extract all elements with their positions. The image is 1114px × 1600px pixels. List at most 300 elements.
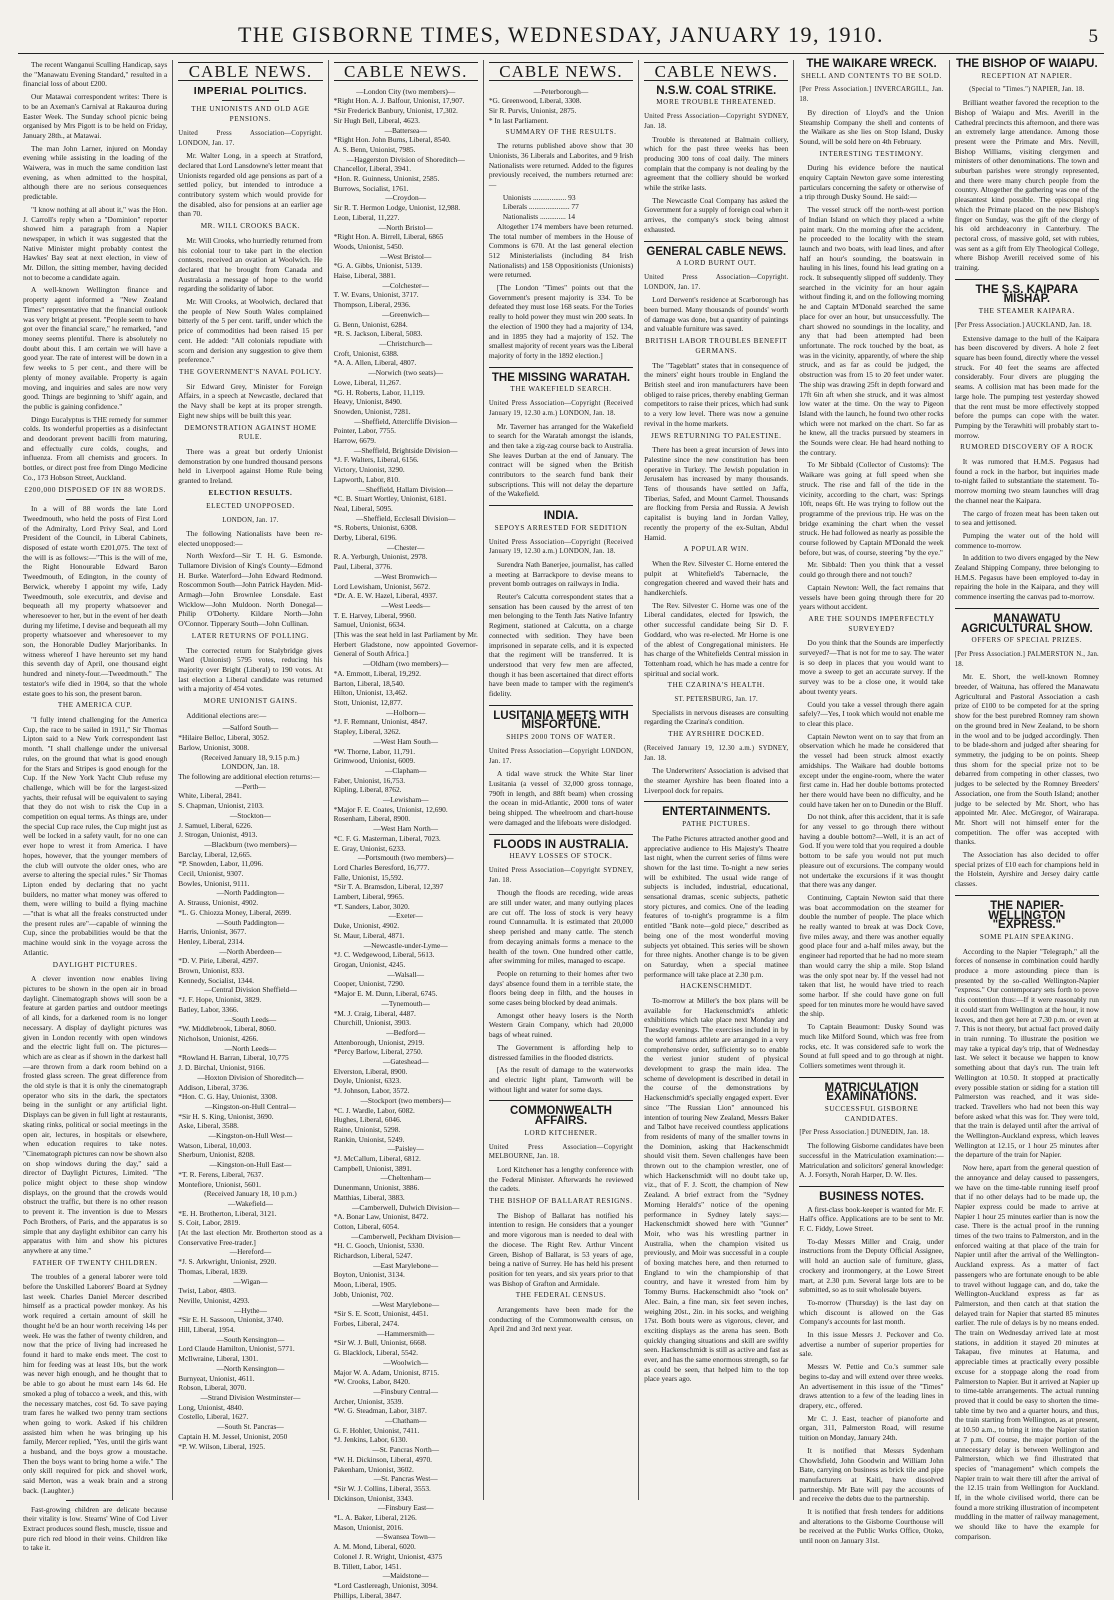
masthead [18,22,1104,54]
list-line: *Hilaire Belloc, Liberal, 3052. [178,733,269,743]
list-line: *C. B. Stuart Wortley, Unionist, 6181. [333,494,447,504]
divider [644,801,788,802]
paragraph: The Bishop of Ballarat has notified his intention to resign. He considers that a younger and more vigorous man is needed to deal with the diocese. The Right Rev. Arthur Vincent Green, Bishop of Ballarat, is 53 years of age, being a native of Surrey. He has held his present position for ten years, and six years prior to that was Bishop of Grafton and Armidale. [488,1210,634,1288]
list-line: Lowe, Liberal, 11,267. [333,377,402,387]
list-line: Harrow, 6679. [333,436,376,446]
paragraph: The Underwriters' Association is advised that the steamer Ayrshire has been floated into a Liverpool dock for repairs. [644,766,789,795]
paragraph: Fast-growing children are delicate because their vitality is low. Stearns' Wine of Cod Liver Extract produces sound flesh, muscle, tissue and pure rich red blood in their veins. Children like to take it. [23,1504,168,1553]
column-3 [329,60,484,1600]
paragraph: Mr. Walter Long, in a speech at Stratford, declared that Lord Lansdowne's letter meant that Unionists regarded old age pensions as part of a settled policy, but intended to introduce a contributory system which would provide for the disabled, also for pensions at an earlier age than 70. [178,151,323,219]
list-line: *Right Hon. A. Birrell, Liberal, 6865 [333,232,444,242]
list-line: Pakenham, Unionist, 3602. [333,1464,414,1474]
subheading: THE AYRSHIRE DOCKED. [668,730,765,739]
column-2 [173,60,328,1500]
list-line: —Newcastle-under-Lyme— [363,940,448,950]
list-line: Batley, Labor, 3366. [178,1004,239,1014]
list-line: —Chester— [387,542,425,552]
paragraph: The "Tageblatt" states that in consequence of the miners' eight hours trouble in England the British steel and iron manufacturers have been obliged to raise prices, thereby enabling German competitors to raise their prices, which had sunk to a very low level. There was now a genuine revival in the home markets. [644,360,789,428]
list-line: —Hammersmith— [377,1328,435,1338]
dateline: United Press Association—Copyright (Received January 19, 12.30 a.m.) LONDON, Jan. 18. [488,538,634,556]
list-line: —Central Division Sheffield— [204,985,297,995]
divider [66,499,124,500]
list-line: Lord Charles Beresford, 16,777. [333,862,430,872]
list-line: *C. F. G. Masterman, Liberal, 7023. [333,833,441,843]
list-line: —Chatham— [384,1416,427,1426]
list-line: —Sheffield, Ecclesall Division— [355,513,456,523]
paragraph: It was rumored that H.M.S. Pegasus had found a rock in the harbor, but inquiries made to-night failed to substantiate the statement. To-morrow morning two steam launches will drag the channel near the Kaipara. [954,457,1099,505]
list-line: Moon, Liberal, 1905. [333,1280,397,1290]
list-line: —West Leeds— [381,600,431,610]
list-line: —Hereford— [229,1247,272,1257]
paragraph: Additional elections are:— [186,710,267,720]
list-line: —Portsmouth (two members)— [357,853,454,863]
list-line: Falle, Unionist, 15,592. [333,872,404,882]
subheading: THE WAKEFIELD SEARCH. [510,385,612,394]
list-line: —Swansea Town— [376,1532,436,1542]
list-line: —Christchurch— [379,338,433,348]
subheading: MORE UNIONIST GAINS. [203,697,298,706]
list-line: —Stockport (two members)— [360,1095,451,1105]
list-line: —Hythe— [234,1305,267,1315]
article-headline: ENTERTAINMENTS. [662,806,771,819]
paragraph: Extensive damage to the hull of the Kaipara has been discovered by divers. A hole 2 feet square has been found, directly where the vessel struck. For 40 feet the seams are affected considerably. Four divers are plugging the seams. A collision mat has been made for the large hole. The pumping test yesterday showed that the rent must be more effectively stopped before the pumps can cope with the water. Pumping by the Terawhiti will probably start to-morrow. [954,333,1099,440]
paragraph: Captain Newton went on to say that from an observation which he made he considered that the vessel had been struck almost exactly amidships. The Waikare had double bottoms except under the engine-room, where the water first came in. Had her double bottoms protected her there would have been no difficulty, and he could have taken her on to Dunedin or the Bluff. [799,731,944,809]
election-results-list [178,723,322,1451]
list-line: —Sheffield, Hallam Division— [358,484,453,494]
list-line: J. Strogan, Unionist, 4913. [178,830,258,840]
dateline: United Press Association—Copyright SYDNEY, Jan. 18. [488,866,634,884]
article-headline: THE MISSING WARATAH. [491,371,631,384]
paragraph: Do you think that the Sounds are imperfectly surveyed?—That is not for me to say. The water is so deep in places that you would want to move a sweep to get an accurate survey. If the survey was to be a close one, it would take about twenty years. [799,638,944,696]
list-line: —North Bristol— [378,222,433,232]
paragraph: It is notified that fresh tenders for additions and alterations to the Gisborne Courthouse will be received at the Public Works Office, Otoko, until noon on January 31st. [799,1507,944,1546]
list-line: Leon, Liberal, 11,227. [333,212,400,222]
paragraph: There was a great but orderly Unionist demonstration by one hundred thousand persons held in Liverpool against Home Rule being granted to Ireland. [178,446,323,486]
section-banner: CABLE NEWS. [644,62,788,81]
list-line: *G. H. Roberts, Labor, 11,119. [333,387,425,397]
list-line: Grogan, Unionist, 4245. [333,959,406,969]
dateline: ST. PETERSBURG, Jan. 17. [674,696,758,704]
paragraph: Sir Edward Grey, Minister for Foreign Affairs, in a speech at Newcastle, declared that the Navy shall be kept at its proper strength. Eight new ships will be built this year. [178,381,323,420]
paragraph: A tidal wave struck the White Star liner Lusitania (a vessel of 32,000 gross tonnage, 790ft in length, and 88ft beam) when crossing the ocean in mid-Atlantic, 2000 tons of water being shipped. The wheelroom and chart-house were damaged and the lifeboats were dislodged. [488,769,634,827]
paragraph: Arrangements have been made for the conducting of the Commonwealth census, on April 2nd and 3rd next year. [488,1305,634,1334]
list-line: *J. S. Arkwright, Unionist, 2920. [178,1257,277,1267]
list-line: —West Bristol— [380,251,432,261]
list-line: *J. F. Hope, Unionist, 3829. [178,995,262,1005]
column-5 [639,60,794,1500]
list-line: Kipling, Liberal, 8762. [333,785,402,795]
list-line: Hill, Liberal, 1954. [178,1325,236,1335]
list-line: Heavy, Unionist, 8490. [333,397,402,407]
paragraph: The troubles of a general laborer were told before the Unskilled Laborers' Board at Sydney last week. Charles Daniel Mercer described himself as a practical powder monkey. As his work required a certain amount of skill he thought he'd be an hour worth receiving 14s per week. He was the father of twenty children, and now that the price of living had increased he found it hard to make ends meet. The cost to him for feeding was at least 10s, but the work was never high enough, and he thought that to be able to go about he must earn 14s 6d. He smoked a plug of tobacco a week, and this, with the necessary matches, cost 6d. To save paying tram fares he walked two penny tram sections when going to work. Asked if his children assisted him when he was bringing up his family, Mercer replied, "Yes, until the girls want a husband, and the boys grow a moustache. Then the boys want to bring home a wife." The only skill required for pick and shovel work, said Merton, was a weak brain and a strong back. (Laughter.) [23,1272,168,1495]
election-results-list [334,87,478,1600]
list-line: —Stockton— [229,810,271,820]
divider [799,1077,943,1078]
subheading: SEPOYS ARRESTED FOR SEDITION [494,523,628,532]
list-line: —Sheffield, Brightside Division— [353,445,458,455]
list-line: —South St. Pancras— [217,1422,284,1432]
list-line: *J. Jenkins, Labor, 6130. [333,1435,408,1445]
subheading: THE CZARINA'S HEALTH. [667,681,765,690]
list-line: —Holborn— [385,707,426,717]
paragraph: Mr. Will Crooks, who hurriedly returned from his colonial tour to take part in the election contests, received an ovation at Woolwich. He declared that he brought from Canada and Australasia a message of hope to the world regarding the solidarity of labor. [178,235,323,294]
subheading: THE BISHOP OF BALLARAT RESIGNS. [489,1197,633,1206]
dateline: United Press Association—Copyright. LONDON, Jan. 17. [644,273,789,291]
divider [955,608,1099,609]
paragraph: According to the Napier "Telegraph," all the forces of nonsense in combination could hardly produce a more astounding piece than is presented by the so-called Wellington-Napier "express." Our contemporary sets forth to prove this contention thus:—If it were reasonably run it could start from Wellington at the hour, it now leaves, and then get here at 7.30 p.m. or even at 7. This is not theory, but actual fact proved daily in train running. To illustrate the position we may take a typical day's trip, that of Wednesday last. We select it because we happen to know something about that day's run. The train left Wellington at 10.50. It stopped at practically every possible station or siding for a station till Palmerston was reached, and it was side-tracked. Travellers who had not been this way before asked what this was for. They were told, that the train is delayed until after the arrival of the Wellington-Auckland express, which leaves Wellington at 12.15, or 1 hour 25 minutes after the departure of the train for Napier. [954,946,1099,1160]
article-headline: N.S.W. COAL STRIKE. [656,84,777,97]
list-line: St. Maur, Liberal, 4871. [333,930,405,940]
list-line: Hilton, Unionist, 13,462. [333,688,408,698]
list-line: —West Marylebone— [372,1299,440,1309]
list-line: Raine, Unionist, 5298. [333,1124,401,1134]
list-line: *Sir W. J. Bull, Unionist, 6668. [333,1338,427,1348]
paragraph: The returns published above show that 30 Unionists, 36 Liberals and Laborites, and 9 Irish Nationalists were returned. Added to the figures previously received, the numbers returned are:— [488,141,634,190]
list-line: —South Leeds— [224,1014,277,1024]
paragraph: The vessel struck off the north-west portion of Indian Island on which they placed a white paint mark. On the morning after the accident, he proceeded to the locality with the steam launch and two boats, with lead lines, and after half an hour's sounding, the boatswain in hauling in his lines, found his lead grating on a rock. It subsequently slipped off suddenly. They searched in the vicinity for an hour again without finding it, and on the following morning he and Captain M'Donald searched the same place for over an hour, but unsuccessfully. The chart showed no soundings in the locality, and any that had been attempted had been unfortunate. The rock touched by the boat, as was in the vicinity, apparently, of where the ship struck, and as far as could be judged, the obstruction was from 15 to 20 feet under water. The ship was drawing 25ft in depth forward and 17ft 6in aft when she struck, and it was almost low water at the time. On the way to Pigeon Island with the launch, he found two other rocks which were not marked on the chart. So far as he knew, all the tracks pursued by steamers in the Sounds were clear. He had heard nothing to the contrary. [799,205,944,457]
list-line: —Colchester— [382,280,429,290]
list-line: Lapworth, Labor, 810. [333,474,400,484]
list-line: R. A. Yerburgh, Unionist, 2978. [333,552,428,562]
election-results-list [489,87,633,126]
article-headline: INDIA. [543,510,579,523]
list-line: *Sir T. A. Bramsdon, Liberal, 12,397 [333,882,444,892]
list-line: Bowles, Unionist, 9111. [178,878,250,888]
list-line: Archer, Unionist, 3539. [333,1396,404,1406]
paragraph: A well-known Wellington finance and property agent informed a "New Zealand Times" representative that the financial outlook was very bright at present. "People seem to have got over the financial scare," he remarked, "and money seems plentiful. There is absolutely no doubt about this. I am certain we will have a good year. The rate of interest will be down in a few weeks to 5 per cent., and there will be plenty of money available. Property is again moving, and inquiries and sales are now very good. Things are beginning to 'shift' again, and the public is gaining confidence." [23,285,168,411]
paragraph: By direction of Lloyd's and the Union Steamship Company the shell and contents of the Waikare as she lies on Stop Island, Dusky Sound, will be sold here on 4th February. [799,107,944,146]
subheading: OFFERS OF SPECIAL PRIZES. [971,636,1083,645]
article-headline: MATRICULATION EXAMINATIONS. [824,1081,919,1104]
masthead-title: THE GISBORNE TIMES, WEDNESDAY, JANUARY 19, 1910. [237,22,885,47]
list-line: *Right Hon. John Burns, Liberal, 8540. [333,135,451,145]
list-line: Major W. A. Adam, Unionist, 8715. [333,1367,440,1377]
list-line: *J. C. Wedgewood, Liberal, 5613. [333,950,435,960]
dateline: [Per Press Association.] PALMERSTON N., Jan. 18. [954,650,1099,668]
paragraph: In addition to two divers engaged by the New Zealand Shipping Company, three belonging to H.M.S. Pegasus have been employed to-day in repairing the hole in the Kaipara, and they will commence inserting the canvas pad to-morrow. [954,553,1099,602]
list-line: —Haggerston Division of Shoreditch— [346,154,465,164]
list-line: Jobb, Unionist, 702. [333,1289,394,1299]
paragraph: A clever invention now enables living pictures to be shown in the open air in broad daylight. Cinematograph shows will soon be a feature at garden parties and outdoor meetings of all kinds, for a darkened room is no longer necessary. A display of daylight pictures was given in London recently with open windows and the electric light full on. The pictures—which are as clear as if shown in the darkest hall—are thrown from a dark room behind on a frosted glass screen. The great difference from the old style is that it is only the cinematograph operator who sits in the dark, the spectators being in the sunlight or any artificial light. Displays can be given in full light at restaurants, skating rinks, political or social meetings in the open air, lectures, in hospitals or elsewhere, when education requires to take notes. "Cinematograph pictures can now be shown also on shop windows during the day," said a director of Daylight Pictures, Limited. "The police might object to these shop window displays, on the ground that the crowds would obstruct the traffic, but there is no other reason to prevent it. The invention is due to Messrs Poch Brothers, of Paris, and the apparatus is so simple that any daylight exhibitor can carry his apparatus with him and show his pictures anywhere at any time." [23,974,168,1255]
list-line: —West Bromwich— [374,571,437,581]
article-headline: IMPERIAL POLITICS. [193,84,308,97]
list-line: —Kingston-on-Hull Central— [204,1101,296,1111]
list-line: T. W. Evans, Unionist, 3717. [333,290,419,300]
list-line: —Greenwich— [382,309,430,319]
list-line: *W. Middlebrook, Liberal, 8060. [178,1024,276,1034]
article-headline: LUSITANIA MEETS WITH MISFORTUNE. [493,709,629,732]
paragraph: Specialists in nervous diseases are consulting regarding the Czarina's condition. [644,707,789,727]
list-line: [This was the seat held in last Parliament by Mr. Herbert Gladstone, now appointed Governor-General of South Africa.] [333,630,478,659]
list-line: Churchill, Unionist, 3903. [333,1018,411,1028]
list-line: *E. H. Brotherton, Liberal, 3121. [178,1208,277,1218]
list-line: —Tynemouth— [381,998,430,1008]
list-line: *J. Johnson, Labor, 3572. [333,1086,410,1096]
dateline: (Special to "Times.") NAPIER, Jan. 18. [969,86,1085,94]
subheading: INTERESTING TESTIMONY. [819,149,924,158]
list-line: —North Leeds— [224,1043,277,1053]
paragraph: Mr. Taverner has arranged for the Wakefield to search for the Waratah amongst the islands, and then take a zig-zag course back to Australia. She leaves Durban at the end of January. The contract will be signed when the British contributors to the search fund bank their subscriptions. This will not delay the departure of the Wakefield. [488,421,634,499]
list-line: Paul, Liberal, 3776. [333,562,393,572]
section-banner: CABLE NEWS. [489,62,633,81]
list-line: A. Strauss, Unionist, 4902. [178,898,259,908]
paragraph: Captain Newton: Well, the fact remains that vessels have been going through there for 20 years without accident. [799,582,944,612]
list-line: Dunenmann, Unionist, 3886. [333,1183,420,1193]
paragraph: To-day Messrs Miller and Craig, under instructions from the Deputy Official Assignee, will hold an auction sale of furniture, glass, crockery and ironmongery, at the Lowe Street mart, at 2.30 p.m. Several large lots are to be submitted, so as to suit wholesale buyers. [799,1236,944,1295]
paragraph: Trouble is threatened at Balmain colliery, which for the past three weeks has been producing 300 tons of coal daily. The miners complain that the company is not dealing by the agreement that the colliery should be worked while the strike lasts. [644,134,789,193]
subheading: ELECTED UNOPPOSED. [206,502,295,511]
paragraph: Mr. Sibbald: Then you think that a vessel could go through there and not touch? [799,560,944,580]
subheading: LORD KITCHENER. [524,1128,598,1137]
list-line: —Croydon— [385,193,427,203]
article-headline: MANAWATU AGRICULTURAL SHOW. [960,612,1093,635]
list-line: Harris, Unionist, 3677. [178,927,247,937]
list-line: Costello, Liberal, 1627. [178,1412,249,1422]
divider [644,241,788,242]
paragraph: To Mr Sibbald (Collector of Customs): The Waikare was going at full speed when she struck. The rise and fall of the tide in the vicinity, according to the chart, was: Springs 10ft, neaps 6ft. He was trying to follow out the programme of the previous trip. He was on the bridge examining the chart when the vessel struck. He had followed as nearly as possible the course followed by Captain M'Donald the week before, but was, of course, steering "by the eye." [799,460,944,557]
list-line: G. Benn, Unionist, 6284. [333,319,408,329]
article-heading: THE AMERICA CUP. [57,701,133,710]
list-line: *Sir E. H. Sassoon, Unionist, 3740. [178,1315,284,1325]
paragraph: Though the floods are receding, wide areas are still under water, and many outlying places are cut off. The loss of stock is very heavy round Cunnamulla. It is estimated that 20,000 sheep perished and many cattle. The stench from decaying animals forms a menace to the health of the town. One hundred other cattle, after swimming for miles, managed to escape. [488,888,634,966]
paragraph: Now here, apart from the general question of the annoyance and delay caused to passengers, we have on the time-table running itself proof that if no other delays had to be made up, the Napier express could be made to arrive at Napier 1 hour 25 minutes earlier than is now the case. There is the actual proof in the running times of the two trains to Palmerston, and in the enforced waiting at that place of the train for Napier until after the arrival of the Wellington-Auckland express. As a matter of fact passengers who are fortunate enough to be able to travel without luggage can, and do, take the Wellington-Auckland express as far as Palmerston, and then catch at that station the delayed train for Napier that started 85 minutes earlier. The rule of delays is by no means ended. The train on Wednesday arrived late at most stations, in addition it stayed 20 minutes at Takapau, five minutes at Hatuma, and appreciable times at practically every possible excuse for a stoppage along the road from Palmerston to Napier. But it arrived at Napier up to time-table arrangements. The actual running proved that it could be easy to shorten the time-table time by two and a quarter hours, and thus, the train starting from Wellington, as at present, at 10.50 a.m., to bring it into the Napier station at 7 p.m. Of course, the major portion of the unnecessary delay is between Wellington and Palmerston, which we find illustrated that species of "management" which compels the Napier train to wait there till after the arrival of the 12.15 train from Wellington for Auckland. If, in the whole civilised world, there can be found a more striking illustration of incompetent muddling in the matter of railway management, we should like to have the example for comparison. [954,1163,1099,1541]
list-line: —Hoxton Division of Shoreditch— [197,1072,304,1082]
section-banner: CABLE NEWS. [178,62,322,81]
list-line: Boyton, Unionist, 3134. [333,1270,405,1280]
list-line: *J. F. Walters, Liberal, 6156. [333,455,419,465]
subheading: RECEPTION AT NAPIER. [981,71,1073,80]
list-line: —East Marylebone— [373,1260,439,1270]
list-line: Rankin, Unionist, 5249. [333,1134,405,1144]
list-line: —Bedford— [386,1027,426,1037]
article-heading: £200,000 DISPOSED OF IN 88 WORDS. [24,485,166,494]
article-headline: BUSINESS NOTES. [819,1190,924,1203]
list-line: Mason, Unionist, 2016. [333,1522,404,1532]
list-line: —Finsbury East— [377,1503,434,1513]
dateline: United Press Association—Copyright (Received January 19, 12.30 a.m.) LONDON, Jan. 18. [488,400,634,417]
list-line: J. D. Birchal, Unionist, 9166. [178,1063,266,1073]
list-line: (Received January 18, 9.15 p.m.) [201,752,300,762]
paragraph: Our Matawai correspondent writes: There is to be an Axeman's Carnival at Rakauroa during Easter Week. The Sunday school picnic being organised by Mrs Pigott is to be held on Friday, January 28th., at Matawai. [23,92,168,140]
list-line: Barton, Liberal, 18,540. [333,678,405,688]
list-line: —Clapham— [384,765,427,775]
list-line: Thompson, Liberal, 2936. [333,300,411,310]
list-line: A. M. Mond, Liberal, 6020. [333,1542,416,1552]
paragraph: Mr C. J. East, teacher of pianoforte and organ, 311, Palmerston Road, will resume tuition on Monday, January 24th. [799,1413,944,1443]
list-line: —Camberwell, Peckham Division— [351,1231,461,1241]
list-line: Hughes, Liberal, 6046. [333,1115,402,1125]
list-line: (Received January 18, 10 p.m.) [204,1189,297,1199]
list-line: Cotton, Liberal, 6054. [333,1221,400,1231]
list-line: *G. Greenwood, Liberal, 3308. [488,96,582,106]
paragraph: People on returning to their homes after two days' absence found them in a terrible state, the floors being deep in filth, and the houses in some cases being blocked by dead animals. [488,968,634,1008]
list-line: —North Aberdeen— [219,946,282,956]
article-headline: COMMONWEALTH AFFAIRS. [509,1105,612,1128]
subheading: SHELL AND CONTENTS TO BE SOLD. [801,71,942,80]
paragraph: The following Gisborne candidates have been successful in the Matriculation examination:—Matriculation and solicitors' general knowledge: A. J. Forsyth, Norah Harper, D. W. Iles. [799,1141,944,1180]
list-line: —West Ham North— [373,824,439,834]
list-line: Haise, Liberal, 3881. [333,271,396,281]
subheading: SHIPS 2000 TONS OF WATER. [506,733,616,742]
list-line: —Paisley— [387,1144,424,1154]
subheading: THE STEAMER KAIPARA. [978,307,1075,316]
paragraph: Mr. Will Crooks, at Woolwich, declared that the people of New South Wales complained bitterly of the 5 per cent. tariff, under which the price of commodities had been raised 15 per cent. He added: "All colonials repudiate with scorn and derision any suggestion to give them preference." [178,297,323,365]
subheading: MORE TROUBLE THREATENED. [656,98,777,107]
dateline: [Per Press Association.] DUNEDIN, Jan. 18. [799,1129,930,1137]
list-line: McIlwraine, Liberal, 1301. [178,1354,259,1364]
list-line: Faber, Unionist, 16,753. [333,775,406,785]
list-line: Sir Hugh Bell, Liberal, 4623. [333,115,420,125]
list-line: —North Paddington— [216,888,285,898]
list-line: —Oldham (two members)— [363,659,449,669]
list-line: Stott, Unionist, 12,877. [333,698,403,707]
list-line: Pointer, Labor, 7755. [333,426,396,436]
divider [955,279,1099,280]
list-line: Burnyeat, Unionist, 4611. [178,1373,255,1383]
paragraph: To-morrow at Miller's the box plans will be available for Hackenschmidt's athletic exhibitions which take place next Monday and Tuesday evenings. The exercises included in by the world famous athlete are arranged in a very comprehensive order, sufficiently so to enable the veriest junior student of physical development to grasp the main idea. The scheme of development is described in detail in the course of the demonstrations by Hackenschmidt's specially engaged expert. Ever since "The Russian Lion" announced his intention of touring New Zealand, Messrs Baker and Talbot have received countless applications from residents of many of the smaller towns in the Dominion, asking that Hackenschmidt should visit them. Seven challenges have been thrown out to the champion wrestler, one of which Hackenschmidt will no doubt take up, viz., that of F. J. Scott, the champion of New Zealand. A brief extract from the "Sydney Morning Herald's" notice of the opening performance in Sydney lately says:—Hackenschmidt showed here with "Gunner" Moir, who was his wrestling partner in Australia, when the champion visited us previously, and Moir was successful in a couple of boxing matches here, and then returned to England to win the championship of that country, and have it wrested from him by Tommy Burns. Hackenschmidt also "took on" Alec. Bain, a fine man, six feet seven inches, weighing 20st., 2in. in his socks, and weighing 17st. Both bouts were as vigorous, clever, and exciting displays as the arena has seen. Both quickly changing situations and skill are swiftly seen. Hackenschmidt is still as active and fast as ever, and has the same enormous strength, so far as could be seen, that helped him to the top place years ago. [644,996,789,1384]
subheading: LATER RETURNS OF POLLING. [191,631,310,640]
list-line: —Norwich (two seats)— [368,368,444,378]
list-line: Phillips, Liberal, 3847. [333,1590,402,1600]
paragraph: The recent Wanganui Sculling Handicap, says the "Manawatu Evening Standard," resulted in a financial loss of about £200. [23,60,168,89]
list-line: Richardson, Liberal, 5247. [333,1251,413,1261]
paragraph: Continuing, Captain Newton said that there was boat accommodation on the steamer for double the number of people. The place which he really wanted to break at was Dock Cove, five miles away, and there was another equally good place four and a-half miles away, but the engineer had reported that he had no more steam than would carry the ship a mile. Stop Island was the only spot near by. If the vessel had not taken that list, he would have tried to reach some harbor. If she could have gone on full speed for ten minutes more he would have saved the ship. [799,892,944,1019]
list-line: G. F. Hohler, Unionist, 7411. [333,1425,420,1435]
divider [66,1500,124,1501]
list-line: —Perth— [235,781,266,791]
divider [222,100,280,101]
dateline: United Press Association—Copyright LONDON, Jan. 17. [488,747,634,765]
paragraph: To Captain Beaumont: Dusky Sound was much like Milford Sound, which was free from rocks, etc. It was considered safe to work the Sound at full speed and to go through at night. Colliers sometimes went through it. [799,1022,944,1070]
list-line: *A. Bonar Law, Unionist, 8472. [333,1212,429,1222]
paragraph: The Pathe Pictures attracted another good and appreciative audience to His Majesty's Theatre last night, when the current series of films were shown for the last time. To-night a new series will be exhibited. The usual wide range of subjects is included, industrial, educational, sensational dramas, scenic subjects, pathetic story pictures, and comics. One of the leading features of to-night's programme is a film entitled "Bank note—gold piece," described as being one of the most wonderful moving subjects yet obtained. This series will be shown for three nights. Another change is to be given on Saturday, when a special matinee performance will take place at 2.30 p.m. [644,833,789,979]
list-line: —Blackburn (two members)— [204,839,297,849]
list-line: —Kingston-on-Hull West— [208,1131,293,1141]
list-line: Doyle, Unionist, 6323. [333,1076,402,1086]
paragraph: Lord Derwent's residence at Scarborough has been burned. Many thousands of pounds' worth of damage was done, but a quantity of paintings and valuable furniture was saved. [644,295,789,334]
list-line: *S. Roberts, Unionist, 6308. [333,523,418,533]
divider [489,367,633,368]
column-6 [794,58,949,1546]
list-line: —Exeter— [388,911,423,921]
list-line: —Cheltenham— [380,1173,431,1183]
list-line: Matthias, Liberal, 3883. [333,1192,405,1202]
paragraph: [The London "Times" points out that the Government's present majority is 334. To be defeated they must lose 168 seats. For the Tories really to hold power they must win 200 seats. In the election of 1900 they had a majority of 134, and in 1895 they had a majority of 152. The smallest majority of recent years was the Liberal majority of forty in the 1892 election.] [488,283,634,360]
paragraph: The following Nationalists have been re-elected unopposed:— [178,528,323,548]
subheading: SUMMARY OF THE RESULTS. [505,127,617,136]
list-line: *W. G. Steadman, Labor, 3187. [333,1406,427,1416]
list-line: *M. J. Craig, Liberal, 4487. [333,1008,416,1018]
list-line: Kennedy, Socialist, 1344. [178,975,254,985]
paragraph: "I know nothing at all about it," was the Hon. J. Carroll's reply when a "Dominion" reporter showed him a paragraph from a Napier newspaper, in which it was suggested that the Native Minister might probably contest the Hawkes' Bay seat at next election, in view of Mr. Dillon, the sitting member, having decided not to become a candidate again. [23,204,168,282]
list-line: Campbell, Unionist, 3891. [333,1163,412,1173]
paragraph: The Newcastle Coal Company has asked the Government for a supply of foreign coal when it arrives, the company's stock being almost exhausted. [644,195,789,234]
list-line: Samuel, Unionist, 6634. [333,620,406,630]
paragraph: "I fully intend challenging for the America Cup, the race to be sailed in 1911," Sir Thomas Lipton said to a New York correspondent last month. "I shall challenge under the universal rules, on the ground that what is good enough for the Stars and Stripes is good enough for the Cup. If the New York Yacht Club refuse my challenge, which will be for the largest-sized yachts, their refusal will be equivalent to saying that they do not wish to risk the Cup in a competition on equal terms. As things are, under the special Cup race rules, the Cup might just as well be locked in a safety vault, for no one can ever hope to wrest it from America. I have hopes, however, that the younger members of the club will outvote the older ones, who are averse to altering the special rules." Sir Thomas Lipton ended by declaring that no yacht builders, no matter what money was offered to them, were willing to build a flying machine—"that is what all the freaks constructed under the present rules are"—capable of winning the Cup, since the probabilities would be that the machine would sink in the voyage across the Atlantic. [23,715,168,957]
list-line: *Sir S. E. Scott, Unionist, 4451. [333,1309,429,1319]
paragraph: The cargo of frozen meat has been taken out to sea and jettisoned. [954,508,1099,528]
list-line: Sir R. T. Hermon Lodge, Unionist, 12,988. [333,203,461,213]
dateline: United Press Association—Copyright MELBOURNE, Jan. 18. [488,1143,634,1161]
list-line: —South Kensington— [216,1334,285,1344]
list-line: *T. R. Ferens, Liberal, 7637. [178,1169,264,1179]
columns [18,58,1104,1600]
paragraph: The Government is affording help to distressed families in the flooded districts. [488,1042,634,1062]
dateline: [Per Press Association.] INVERCARGILL, Jan. 18. [799,86,944,104]
list-line: —Kingston-on-Hull East— [209,1160,292,1170]
divider [489,705,633,706]
list-line: Croft, Unionist, 6388. [333,348,399,358]
list-line: A. S. Benn, Unionist, 7985. [333,144,416,154]
list-line: —London City (two members)— [356,86,456,96]
paragraph: Pumping the water out of the hold will commence to-morrow. [954,530,1099,550]
divider [489,1100,633,1101]
list-line: Colonel J. R. Wright, Unionist, 4375 [333,1551,443,1561]
list-line: *Sir W. J. Collins, Liberal, 3553. [333,1483,431,1493]
list-line: Long, Unionist, 4840. [178,1402,244,1412]
list-line: Cecil, Unionist, 9307. [178,869,244,879]
list-line: *Right Hon. A. J. Balfour, Unionist, 17,907. [333,96,465,106]
paragraph: Dingo Eucalyptus is THE remedy for summer colds. Its wonderful properties as a disinfectant and deodorant prevent bacilli from maturing, and effectually cure colds, coughs, and influenza. From all chemists and grocers. In bottles, or direct post free from Dingo Medicine Co., 173 Hobson Street, Auckland. [23,414,168,482]
paragraph: North Wexford—Sir T. H. G. Esmonde. Tullamore Division of King's County—Edmond H. Burke. Waterford—John Edward Redmond. Roscommon South—John Patrick Hayden. Mid-Armagh—John Brownlee Lonsdale. East Wicklow—John Muldoon. North Donegal—Philip O'Doherty. Kildare North—John O'Connor. Tipperary South—John Cullinan. [178,551,323,629]
list-line: *G. A. Gibbs, Unionist, 5139. [333,261,423,271]
list-line: —Camberwell, Dulwich Division— [352,1202,460,1212]
list-line: Stapley, Liberal, 3262. [333,727,401,737]
paragraph: Brilliant weather favored the reception to the Bishop of Waiapu and Mrs. Averill in the Cathedral precincts this afternoon, and there was an extremely large attendance. Among those present were the Primate and Mrs. Nevill, Bishop Williams, visiting clergymen and ministers of other denominations. The town and suburban parishes were strongly represented, and there were many church people from the country. Altogether the gathering was one of the pleasantest kind possible. The episcopal ring which the Primate placed on the new Bishop's finger on Sunday, was the gift of the clergy of his old archdeaconry in Canterbury. The pectoral cross, of massive gold, set with rubies, was sent as a gift from Ely Theological College, where Bishop Averill received some of his training. [954,98,1099,273]
paragraph: Altogether 174 members have been returned. The total number of members in the House of Commons is 670. At the last general election 512 Ministerialists (including 84 Irish Nationalists) and 158 Oppositionists (Unionists) were returned. [488,221,634,280]
list-line: *Major E. M. Dunn, Liberal, 6745. [333,989,438,999]
list-line: B. Tillett, Labor, 1451. [333,1561,402,1571]
paragraph: The Association has also decided to offer special prizes of £10 each for champions held in the Holstein, Ayrshire and Jersey dairy cattle classes. [954,850,1099,889]
list-line: —Salford South— [222,723,279,733]
subheading: A POPULAR WIN. [683,545,750,554]
subheading: THE GOVERNMENT'S NAVAL POLICY. [179,367,322,376]
list-line: —St. Pancras West— [373,1474,438,1484]
subheading: PATHE PICTURES. [682,820,751,829]
article-headline: THE BISHOP OF WAIAPU. [956,58,1098,70]
subheading: MR. WILL CROOKS BACK. [200,222,301,231]
list-line: *L. A. Baker, Liberal, 2126. [333,1513,417,1523]
list-line: *Dr. A. E. W. Hazel, Liberal, 4937. [333,591,438,601]
list-line: Burrows, Socialist, 1761. [333,183,409,193]
column-4 [484,60,639,1500]
list-line: —Wakefield— [227,1198,273,1208]
list-line: E. Gray, Unionist, 6233. [333,843,406,853]
dateline: (Received January 19, 12.30 a.m.) SYDNEY, Jan. 18. [644,744,789,762]
list-line: *Hon. R. Guinness, Unionist, 2585. [333,174,440,184]
subheading: BRITISH LABOR TROUBLES BENEFIT GERMANS. [645,337,788,355]
list-line: *A. A. Allen, Liberal, 4807. [333,358,417,368]
paragraph: Reuter's Calcutta correspondent states that a sensation has been caused by the arrest of ten men belonging to the Tenth Jats Native Infantry Regiment, stationed at Calcutta, on a charge connected with sedition. They have been imprisoned in separate cells, and it is expected that the regiment will be transferred. It is understood that very few men are affected, though it has been ascertained that direct efforts have been made to tamper with the regiment's fidelity. [488,592,634,699]
list-line: S. Chapman, Unionist, 2103. [178,801,264,811]
list-line: *T. Sanders, Labor, 3020. [333,901,410,911]
paragraph: The corrected return for Stalybridge gives Ward (Unionist) 5795 votes, reducing his majority over Bright (Liberal) to 190 votes. At last election a Liberal candidate was returned with a majority of 454 votes. [178,645,323,694]
list-line: Victory, Unionist, 3290. [333,465,405,475]
list-line: Aske, Liberal, 3588. [178,1121,239,1131]
subheading: ARE THE SOUNDS IMPERFECTLY SURVEYED? [808,614,935,633]
list-line: *C. J. Wardle, Labor, 6082. [333,1105,415,1115]
list-line: LONDON, Jan. 18. [221,762,280,772]
list-line: Captain H. M. Jessel, Unionist, 2050 [178,1431,288,1441]
list-line: T. E. Harvey, Liberal, 9960. [333,610,417,620]
list-line: *R. S. Jackson, Liberal, 5083. [333,329,423,339]
paragraph: [As the result of damage to the waterworks and electric light plant, Tamworth will be without light and water for some days. [488,1065,634,1094]
list-line: —Battersea— [384,125,427,135]
paragraph: Lord Kitchener has a lengthy conference with the Federal Minister. Afterwards he reviewed the cadets. [488,1164,634,1194]
list-line: *P. W. Wilson, Liberal, 1925. [178,1441,266,1451]
subheading: DEMONSTRATION AGAINST HOME RULE. [184,423,317,442]
list-line: *W. H. Dickinson, Liberal, 4970. [333,1454,433,1464]
